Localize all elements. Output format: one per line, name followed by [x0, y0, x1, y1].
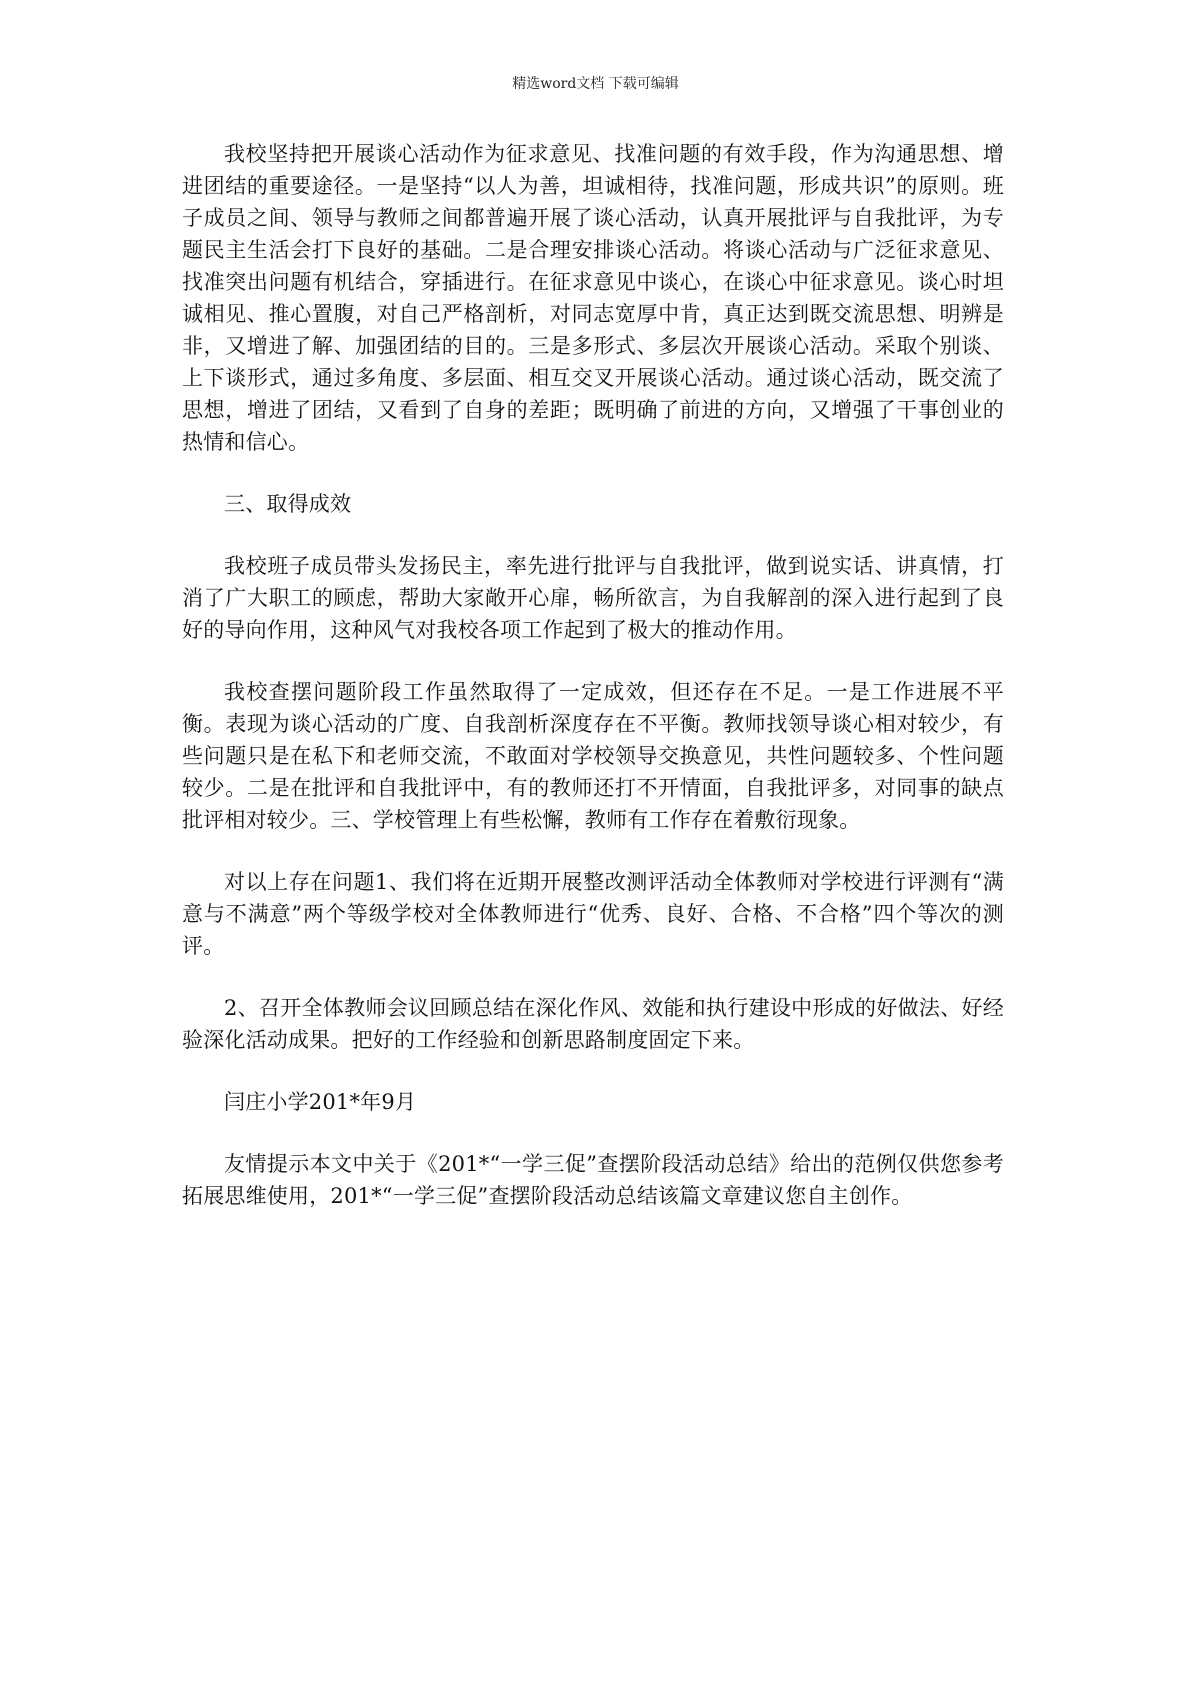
document-body	[182, 138, 1004, 1242]
paragraph-talk-activities: 我校坚持把开展谈心活动作为征求意见、找准问题的有效手段，作为沟通思想、增进团结的重要途径。一是坚持“以人为善，坦诚相待，找准问题，形成共识”的原则。班子成员之间、领导与教师之间都普遍开展了谈心活动，认真开展批评与自我批评，为专题民主生活会打下良好的基础。二是合理安排谈心活动。将谈心活动与广泛征求意见、找准突出问题有机结合，穿插进行。在征求意见中谈心，在谈心中征求意见。谈心时坦诚相见、推心置腹，对自己严格剖析，对同志宽厚中肯，真正达到既交流思想、明辨是非，又增进了解、加强团结的目的。三是多形式、多层次开展谈心活动。采取个别谈、上下谈形式，通过多角度、多层面、相互交叉开展谈心活动。通过谈心活动，既交流了思想，增进了团结，又看到了自身的差距；既明确了前进的方向，又增强了干事创业的热情和信心。	[182, 142, 1004, 454]
section-heading-results: 三、取得成效	[224, 492, 352, 516]
paragraph-rectification-2: 2、召开全体教师会议回顾总结在深化作风、效能和执行建设中形成的好做法、好经验深化活动成果。把好的工作经验和创新思路制度固定下来。	[182, 996, 1004, 1052]
paragraph-shortcomings: 我校查摆问题阶段工作虽然取得了一定成效，但还存在不足。一是工作进展不平衡。表现为谈心活动的广度、自我剖析深度存在不平衡。教师找领导谈心相对较少，有些问题只是在私下和老师交流，不敢面对学校领导交换意见，共性问题较多、个性问题较少。二是在批评和自我批评中，有的教师还打不开情面，自我批评多，对同事的缺点批评相对较少。三、学校管理上有些松懈，教师有工作存在着敷衍现象。	[182, 680, 1004, 832]
paragraph-rectification-1: 对以上存在问题1、我们将在近期开展整改测评活动全体教师对学校进行评测有“满意与不满意”两个等级学校对全体教师进行“优秀、良好、合格、不合格”四个等次的测评。	[182, 870, 1004, 958]
paragraph-friendly-notice: 友情提示本文中关于《201*“一学三促”查摆阶段活动总结》给出的范例仅供您参考拓展思维使用，201*“一学三促”查摆阶段活动总结该篇文章建议您自主创作。	[182, 1152, 1004, 1208]
signature-date: 闫庄小学201*年9月	[224, 1090, 417, 1114]
paragraph-leadership-example: 我校班子成员带头发扬民主，率先进行批评与自我批评，做到说实话、讲真情，打消了广大职工的顾虑，帮助大家敞开心扉，畅所欲言，为自我解剖的深入进行起到了良好的导向作用，这种风气对我校各项工作起到了极大的推动作用。	[182, 554, 1004, 642]
page-header: 精选word文档 下载可编辑	[512, 76, 679, 92]
